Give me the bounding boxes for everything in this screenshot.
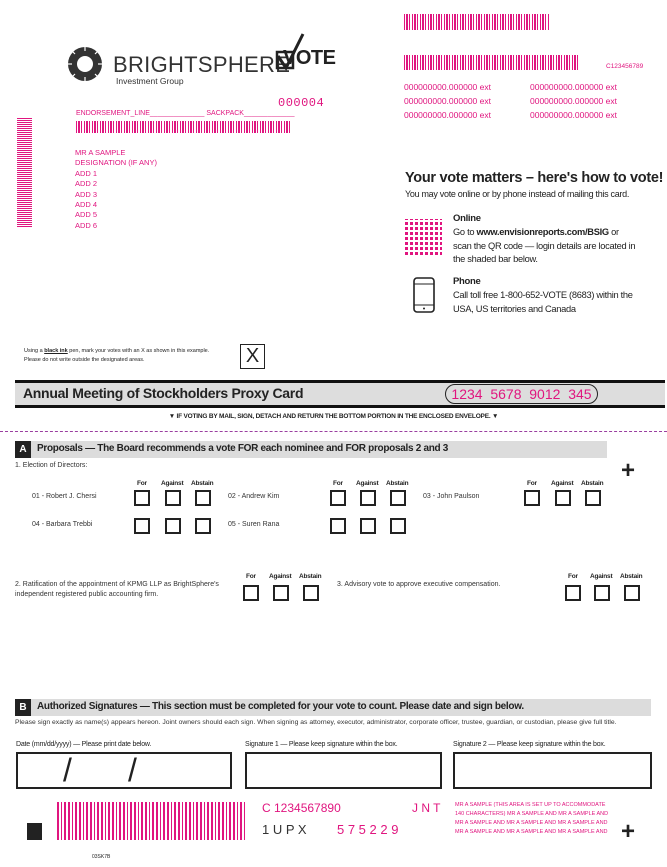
nominee-name: 05 - Suren Rana [228, 521, 280, 528]
column-header-abstain: Abstain [191, 480, 214, 487]
column-header-against: Against [269, 573, 292, 580]
text: Using a [24, 348, 45, 354]
column-header-abstain: Abstain [581, 480, 604, 487]
mailing-address [75, 148, 157, 231]
footer-upx: 1 U P X [262, 822, 307, 837]
signature-2-label: Signature 2 — Please keep signature within the box. [453, 741, 606, 748]
phone-label: Phone [453, 276, 481, 287]
footer-barcode [57, 802, 245, 840]
column-header-abstain: Abstain [620, 573, 643, 580]
control-code: C123456789 [606, 63, 644, 70]
nominee-1-abstain-checkbox[interactable] [195, 490, 211, 506]
address-line: ADD 3 [75, 189, 98, 199]
vertical-barcode [17, 118, 32, 228]
date-separator: / [63, 752, 72, 788]
proposal-2-label: 2. Ratification of the appointment of KPMG LLP as BrightSphere's independent registered public accounting firm. [15, 581, 219, 598]
marking-instructions [24, 347, 209, 365]
nominee-5-for-checkbox[interactable] [330, 518, 346, 534]
nominee-name: 01 - Robert J. Chersi [32, 493, 97, 500]
control-number-pill: 1234 5678 9012 345 [445, 384, 598, 404]
footer-jnt: J N T [412, 801, 441, 815]
registration-plus-icon: + [621, 457, 636, 484]
ext-row: 000000000.000000 ext [404, 96, 491, 106]
nominee-5-against-checkbox[interactable] [360, 518, 376, 534]
company-subtitle: Investment Group [116, 76, 184, 86]
section-title: Proposals — The Board recommends a vote FOR each nominee and FOR proposals 2 and 3 [37, 443, 449, 454]
date-separator: / [128, 752, 137, 788]
column-header-for: For [246, 573, 256, 580]
ext-column-1 [404, 80, 491, 122]
phone-icon [413, 277, 435, 313]
address-line: ADD 1 [75, 168, 98, 178]
nominee-2-against-checkbox[interactable] [360, 490, 376, 506]
column-header-for: For [568, 573, 578, 580]
ext-row: 000000000.000000 ext [530, 110, 617, 120]
column-header-against: Against [590, 573, 613, 580]
text: pen, mark your votes with an X as shown in this example. [67, 348, 210, 354]
address-line: DESIGNATION (IF ANY) [75, 158, 157, 168]
section-a-header [15, 441, 607, 458]
ext-row: 000000000.000000 ext [404, 110, 491, 120]
nominee-3-for-checkbox[interactable] [524, 490, 540, 506]
nominee-1-against-checkbox[interactable] [165, 490, 181, 506]
how-to-vote-subtitle: You may vote online or by phone instead of mailing this card. [405, 189, 630, 199]
column-header-against: Against [161, 480, 184, 487]
barcode [404, 55, 578, 70]
proposal-3-for-checkbox[interactable] [565, 585, 581, 601]
signing-note: Please sign exactly as name(s) appears hereon. Joint owners should each sign. When signing as attorney, executor, administrator, corporate officer, trustee, guardian, or custodian, please give full title. [15, 719, 617, 726]
footer-name-block [455, 801, 608, 837]
text: or scan the QR code — login details are located in the shaded bar below. [453, 227, 636, 264]
nominee-5-abstain-checkbox[interactable] [390, 518, 406, 534]
proposal-3-abstain-checkbox[interactable] [624, 585, 640, 601]
text: MR A SAMPLE (THIS AREA IS SET UP TO ACCOMMODATE [455, 802, 606, 808]
nominee-3-against-checkbox[interactable] [555, 490, 571, 506]
company-name: BRIGHTSPHERE [113, 52, 291, 77]
nominee-1-for-checkbox[interactable] [134, 490, 150, 506]
detach-instruction: ▼ IF VOTING BY MAIL, SIGN, DETACH AND RETURN THE BOTTOM PORTION IN THE ENCLOSED ENVELOPE. ▼ [168, 413, 499, 420]
online-url-link[interactable]: www.envisionreports.com/BSIG [476, 227, 609, 237]
online-instructions [453, 226, 638, 267]
barcode [404, 14, 549, 30]
text: Go to [453, 227, 477, 237]
sunburst-logo-icon [66, 45, 104, 83]
nominee-4-abstain-checkbox[interactable] [195, 518, 211, 534]
proposal-2-for-checkbox[interactable] [243, 585, 259, 601]
endorsement-line: ENDORSEMENT_LINE______________ SACKPACK_____________ [76, 110, 295, 117]
date-input[interactable] [16, 752, 232, 789]
vote-logo [275, 32, 343, 72]
section-letter: B [15, 699, 31, 716]
footer-number: 5 7 5 2 2 9 [337, 822, 399, 837]
proposal-2-abstain-checkbox[interactable] [303, 585, 319, 601]
text: 140 CHARACTERS) MR A SAMPLE AND MR A SAMPLE AND [455, 811, 609, 817]
ext-column-2 [530, 80, 617, 122]
address-line: ADD 6 [75, 220, 98, 230]
section-title: Authorized Signatures — This section must be completed for your vote to count. Please date and sign below. [37, 701, 524, 712]
proposal-1-label: 1. Election of Directors: [15, 462, 88, 469]
signature-1-input[interactable] [245, 752, 442, 789]
ext-row: 000000000.000000 ext [530, 82, 617, 92]
online-label: Online [453, 213, 481, 224]
nominee-name: 02 - Andrew Kim [228, 493, 280, 500]
how-to-vote-title: Your vote matters – here's how to vote! [405, 170, 664, 186]
date-label: Date (mm/dd/yyyy) — Please print date below. [16, 741, 152, 748]
detach-line [0, 431, 667, 432]
column-header-abstain: Abstain [299, 573, 322, 580]
phone-instructions: Call toll free 1-800-652-VOTE (8683) within the USA, US territories and Canada [453, 290, 633, 314]
footer-code: C 1234567890 [262, 801, 341, 815]
text: black ink [44, 348, 68, 354]
card-title: Annual Meeting of Stockholders Proxy Card [23, 385, 304, 401]
registration-mark [27, 823, 42, 840]
proposal-3-label: 3. Advisory vote to approve executive compensation. [337, 581, 501, 588]
address-line: MR A SAMPLE [75, 148, 126, 157]
nominee-2-abstain-checkbox[interactable] [390, 490, 406, 506]
nominee-2-for-checkbox[interactable] [330, 490, 346, 506]
registration-plus-icon: + [621, 818, 636, 845]
example-mark-box: X [240, 344, 265, 369]
column-header-against: Against [356, 480, 379, 487]
signature-1-label: Signature 1 — Please keep signature within the box. [245, 741, 398, 748]
nominee-name: 03 - John Paulson [423, 493, 480, 500]
text: MR A SAMPLE AND MR A SAMPLE AND MR A SAMPLE AND [455, 829, 608, 835]
column-header-against: Against [551, 480, 574, 487]
nominee-4-against-checkbox[interactable] [165, 518, 181, 534]
nominee-3-abstain-checkbox[interactable] [585, 490, 601, 506]
address-line: ADD 2 [75, 179, 98, 189]
qr-code-icon [405, 219, 442, 255]
column-header-for: For [333, 480, 343, 487]
proposal-2-against-checkbox[interactable] [273, 585, 289, 601]
section-letter: A [15, 441, 31, 458]
signature-2-input[interactable] [453, 752, 652, 789]
form-id: 03SK7B [92, 854, 111, 860]
address-line: ADD 5 [75, 210, 98, 220]
section-b-header [15, 699, 651, 716]
nominee-name: 04 - Barbara Trebbi [32, 521, 93, 528]
postal-barcode [76, 121, 290, 133]
vote-logo-text: VOTE [283, 47, 336, 69]
ext-row: 000000000.000000 ext [530, 96, 617, 106]
text: Please do not write outside the designated areas. [24, 357, 145, 363]
column-header-abstain: Abstain [386, 480, 409, 487]
text: MR A SAMPLE AND MR A SAMPLE AND MR A SAMPLE AND [455, 820, 608, 826]
address-line: ADD 4 [75, 200, 98, 210]
column-header-for: For [527, 480, 537, 487]
proposal-3-against-checkbox[interactable] [594, 585, 610, 601]
nominee-4-for-checkbox[interactable] [134, 518, 150, 534]
column-header-for: For [137, 480, 147, 487]
sequence-number: 000004 [278, 96, 325, 110]
ext-row: 000000000.000000 ext [404, 82, 491, 92]
